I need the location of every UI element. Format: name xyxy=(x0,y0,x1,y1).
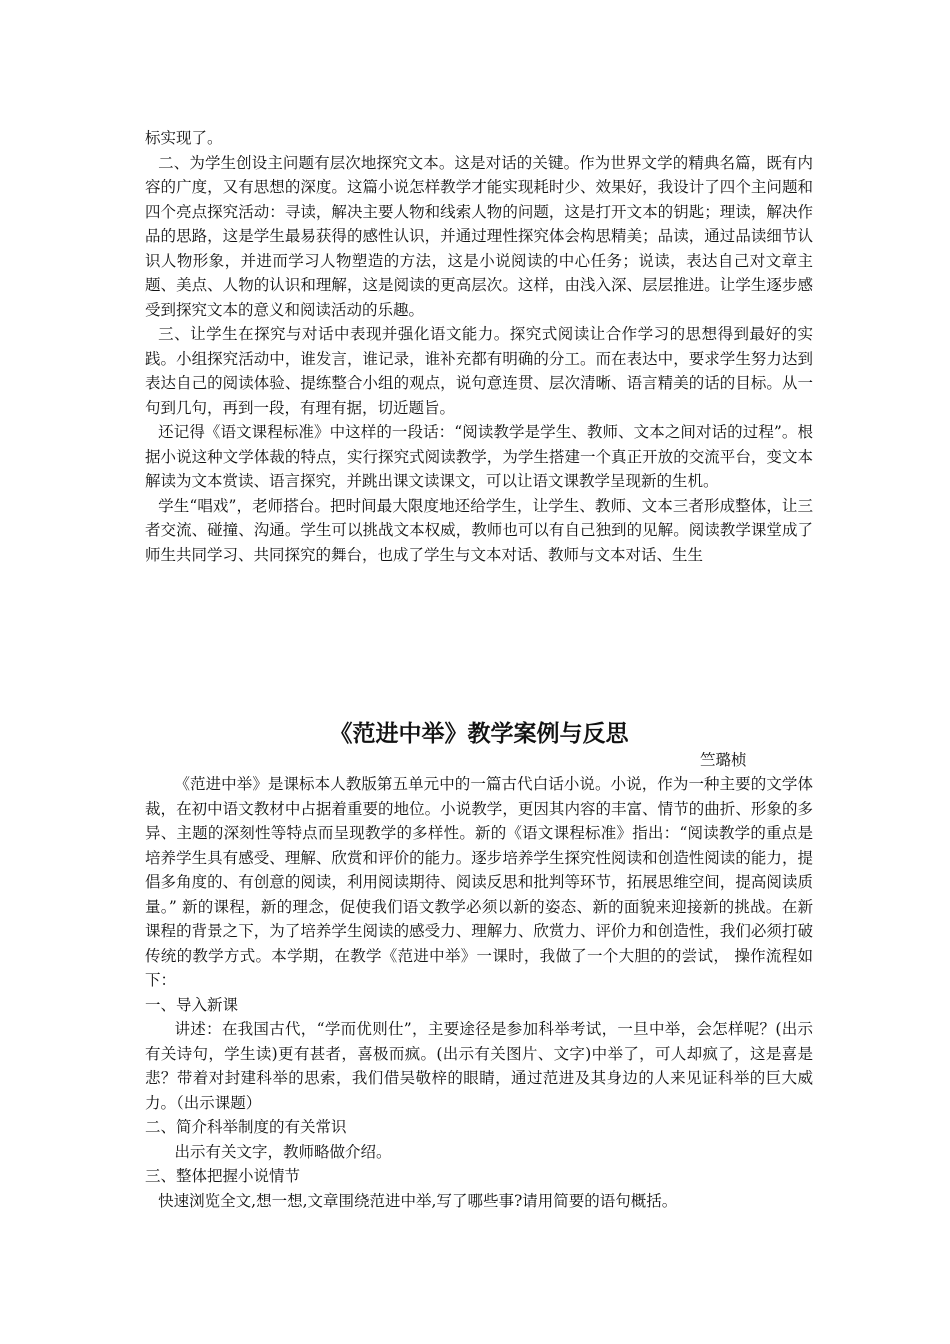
article-author: 竺璐桢 xyxy=(700,751,747,769)
section-body-2: 出示有关文字，教师略做介绍。 xyxy=(174,1142,392,1161)
article-title: 《范进中举》教学案例与反思 xyxy=(329,720,629,747)
article-intro: 《范进中举》是课标本人教版第五单元中的一篇古代白话小说。小说，作为一种主要的文学体裁，在初中语文教材中占据着重要的地位。小说教学，更因其内容的丰富、情节的曲折、形象的多异、主题的深刻性等特点而呈现教学的多样性。新的《语文课程标准》指出：“阅读教学的重点是培养学生具有感受、理解、欣赏和评价的能力。逐步培养学生探究性阅读和创造性阅读的能力，提倡多角度的、有创意的阅读，利用阅读期待、阅读反思和批判等环节，拓展思维空间，提高阅读质量。” 新的课程，新的理念，促使我们语文教学必须以新的姿态、新的面貌来迎接新的挑战。在新课程的背景之下，为了培养学生阅读的感受力、理解力、欣赏力、评价力和创造性，我们必须打破传统的教学方式。本学期，在教学《范进中举》一课时，我做了一个大胆的的尝试， 操作流程如下： xyxy=(145,775,813,989)
previous-article-ending xyxy=(145,126,813,567)
section-heading-1: 一、导入新课 xyxy=(145,995,239,1014)
paragraph-point-three: 三、让学生在探究与对话中表现并强化语文能力。探究式阅读让合作学习的思想得到最好的实践。小组探究活动中，谁发言，谁记录，谁补充都有明确的分工。而在表达中，要求学生努力达到表达自己的阅读体验、提练整合小组的观点，说句意连贯、层次清晰、语言精美的话的目标。从一句到几句，再到一段，有理有据，切近题旨。 xyxy=(145,325,813,417)
section-heading-3: 三、整体把握小说情节 xyxy=(145,1167,301,1185)
section-heading-2: 二、简介科举制度的有关常识 xyxy=(145,1118,347,1136)
article-body xyxy=(145,772,813,1213)
paragraph-point-two: 二、为学生创设主问题有层次地探究文本。这是对话的关键。作为世界文学的精典名篇，既有内容的广度，又有思想的深度。这篇小说怎样教学才能实现耗时少、效果好，我设计了四个主问题和四个亮点探究活动：寻读，解决主要人物和线索人物的问题，这是打开文本的钥匙；理读，解决作品的思路，这是学生最易获得的感性认识，并通过理性探究体会构思精美；品读，通过品读细节认识人物形象，并进而学习人物塑造的方法，这是小说阅读的中心任务；说读，表达自己对文章主题、美点、人物的认识和理解，这是阅读的更高层次。这样，由浅入深、层层推进。让学生逐步感受到探究文本的意义和阅读活动的乐趣。 xyxy=(145,153,813,319)
paragraph-curriculum-quote: 还记得《语文课程标准》中这样的一段话：“阅读教学是学生、教师、文本之间对话的过程”。根据小说这种文学体裁的特点，实行探究式阅读教学，为学生搭建一个真正开放的交流平台，变文本解读为文本赏读、语言探究，并跳出课文读课文，可以让语文课教学呈现新的生机。 xyxy=(145,423,813,490)
paragraph-continuation: 标实现了。 xyxy=(145,129,223,147)
section-body-3: 快速浏览全文,想一想,文章围绕范进中举,写了哪些事?请用简要的语句概括。 xyxy=(158,1191,678,1210)
paragraph-student-stage: 学生“唱戏”，老师搭台。把时间最大限度地还给学生，让学生、教师、文本三者形成整体，让三者交流、碰撞、沟通。学生可以挑战文本权威，教师也可以有自己独到的见解。阅读教学课堂成了师生共同学习、共同探究的舞台，也成了学生与文本对话、教师与文本对话、生生 xyxy=(145,496,813,564)
section-body-1: 讲述：在我国古代，“学而优则仕”，主要途径是参加科举考试，一旦中举，会怎样呢？(出示有关诗句，学生读)更有甚者，喜极而疯。(出示有关图片、文字)中举了，可人却疯了，这是喜是悲？带着对封建科举的思索，我们借吴敬梓的眼睛，通过范进及其身边的人来见证科举的巨大威力。（出示课题） xyxy=(145,1020,813,1112)
